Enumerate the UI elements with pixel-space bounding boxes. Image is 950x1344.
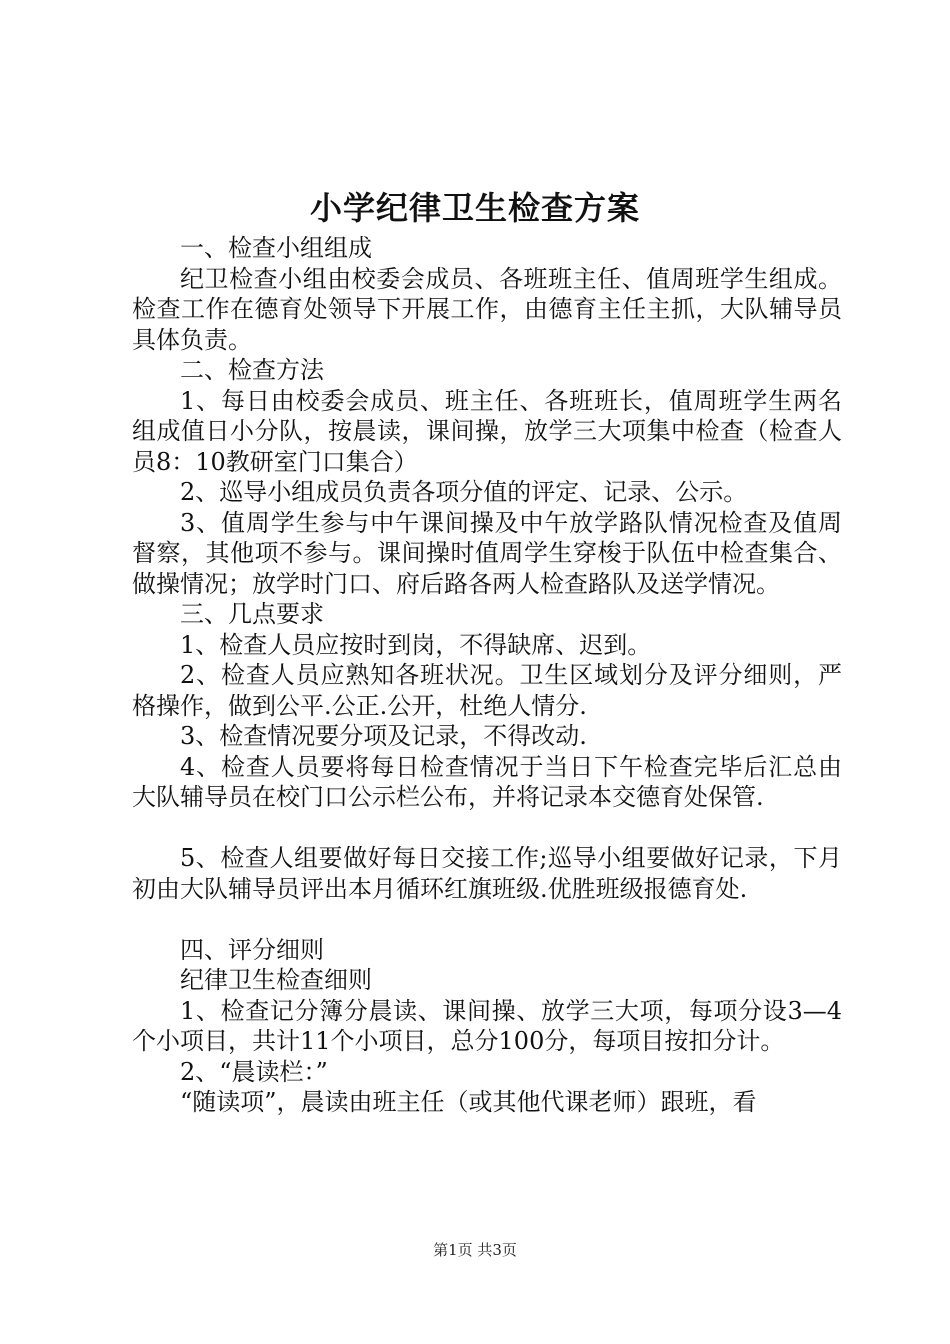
document-title: 小学纪律卫生检查方案 (309, 189, 640, 227)
paragraph: 2、检查人员应熟知各班状况。卫生区域划分及评分细则，严格操作，做到公平.公正.公开，杜绝人情分. (132, 661, 842, 720)
paragraph: “随读项”，晨读由班主任（或其他代课老师）跟班，看 (180, 1088, 757, 1116)
paragraph: 4、检查人员要将每日检查情况于当日下午检查完毕后汇总由大队辅导员在校门口公示栏公布，并将记录本交德育处保管. (132, 752, 842, 811)
paragraph: 1、检查人员应按时到岗，不得缺席、迟到。 (180, 630, 652, 659)
subsection-heading: 纪律卫生检查细则 (180, 966, 372, 994)
paragraph: 5、检查人组要做好每日交接工作;巡导小组要做好记录，下月初由大队辅导员评出本月循环红旗班级.优胜班级报德育处. (132, 844, 842, 903)
section-heading: 一、检查小组组成 (180, 234, 372, 262)
section-heading: 二、检查方法 (180, 356, 324, 384)
paragraph: 纪卫检查小组由校委会成员、各班班主任、值周班学生组成。检查工作在德育处领导下开展工作，由德育主任主抓，大队辅导员具体负责。 (132, 264, 842, 354)
document-body (132, 233, 842, 1118)
paragraph: 3、检查情况要分项及记录，不得改动. (180, 722, 587, 750)
section-heading: 四、评分细则 (180, 935, 324, 964)
paragraph: 2、巡导小组成员负责各项分值的评定、记录、公示。 (180, 478, 748, 506)
page-footer: 第1页 共3页 (433, 1241, 517, 1259)
paragraph: 1、每日由校委会成员、班主任、各班班长，值周班学生两名组成值日小分队，按晨读，课间操，放学三大项集中检查（检查人员8：10教研室门口集合） (132, 386, 842, 476)
paragraph: 3、值周学生参与中午课间操及中午放学路队情况检查及值周督察，其他项不参与。课间操时值周学生穿梭于队伍中检查集合、做操情况；放学时门口、府后路各两人检查路队及送学情况。 (132, 508, 842, 598)
paragraph: 2、“晨读栏：” (180, 1057, 328, 1086)
section-heading: 三、几点要求 (180, 600, 324, 628)
paragraph: 1、检查记分簿分晨读、课间操、放学三大项，每项分设3—4个小项目，共计11个小项目，总分100分，每项目按扣分计。 (132, 996, 842, 1055)
